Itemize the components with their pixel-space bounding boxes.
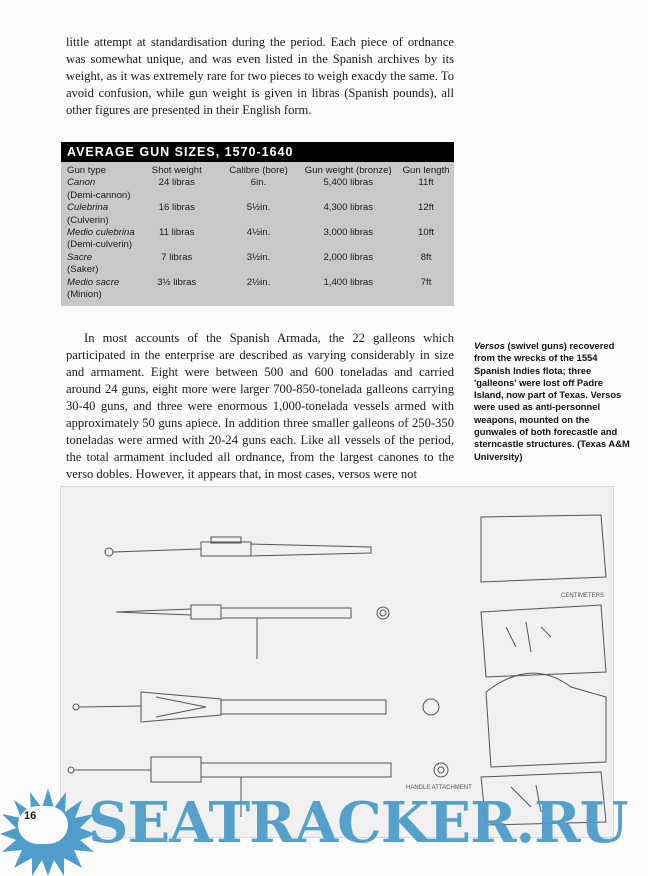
versos-illustration [60, 486, 614, 838]
table-row-english [67, 264, 454, 276]
gun-length-cell [398, 177, 454, 189]
english-name: (Demi-cannon) [67, 189, 131, 201]
gun-weight: 3,000 libras [323, 227, 374, 239]
gun-weight-cell [298, 202, 398, 214]
calibre: 5½in. [246, 202, 271, 214]
shot-weight-cell [135, 252, 219, 264]
caption-italic: Versos [474, 340, 505, 351]
col-header: Gun length [402, 165, 450, 176]
english-name: (Demi-culverin) [67, 239, 133, 251]
shot-weight: 7 libras [161, 251, 193, 263]
gun-type-cell [67, 202, 135, 214]
calibre: 3½in. [246, 251, 271, 263]
shot-weight-cell [135, 277, 219, 289]
verso-fragments-drawing [481, 515, 606, 825]
gun-weight: 2,000 libras [323, 251, 374, 263]
body-paragraph-1: little attempt at standardisation during the period. Each piece of ordnance was somewhat unique, and was even listed in the Spanish archives by its weight, as it was extremely rare for two pieces to weigh exacdy the same. To avoid confusion, while gun weight is given in libras (Spanish pounds), all other figures are presented in their English form. [66, 35, 454, 117]
shot-weight: 11 libras [158, 227, 195, 239]
gun-type: Sacre [67, 251, 93, 263]
gun-length: 8ft [420, 251, 432, 263]
swivel-gun-drawing-3 [73, 692, 439, 722]
table-header-row [67, 165, 454, 177]
table-title: AVERAGE GUN SIZES, 1570-1640 [61, 142, 454, 162]
table-row [67, 177, 454, 189]
gun-length-cell [398, 227, 454, 239]
table-row [67, 227, 454, 239]
gun-type: Culebrina [67, 202, 109, 214]
table-row-english [67, 190, 454, 202]
figure-caption [474, 340, 634, 463]
swivel-gun-drawing-1 [105, 537, 371, 556]
calibre-cell [219, 227, 299, 239]
col-header: Shot weight [151, 165, 202, 176]
gun-weight-cell [298, 252, 398, 264]
gun-type-cell [67, 277, 135, 289]
table-row [67, 252, 454, 264]
swivel-gun-drawing-2 [116, 605, 389, 659]
english-name: (Minion) [67, 289, 102, 301]
calibre: 4½in. [246, 227, 271, 239]
table-row [67, 277, 454, 289]
shot-weight-cell [135, 227, 219, 239]
gun-type-cell [67, 227, 135, 239]
calibre-cell [219, 277, 299, 289]
english-name: (Saker) [67, 264, 99, 276]
body-paragraph-2: In most accounts of the Spanish Armada, the 22 galleons which participated in the enterprise are described as varying considerably in size and armament. Eight were between 500 and 600 toneladas and carried around 24 guns, eight more were larger 700-850-tonelada galleons carrying 30-40 guns, and three were enormous 1,000-tonelada vessels armed with approximately 50 guns apiece. In addition three smaller galleons of 250-350 toneladas were armed with 20-24 guns each. Like all vessels of the period, the total armament included all ordnance, from the largest canones to the verso dobles. However, it appears that, in most cases, versos were not [66, 331, 454, 481]
col-header: Gun type [67, 165, 106, 176]
table-row-english [67, 239, 454, 251]
gun-type: Medio culebrina [67, 227, 135, 239]
calibre-cell [219, 202, 299, 214]
page-number: 16 [24, 810, 37, 822]
shot-weight: 16 libras [158, 202, 195, 214]
sunburst-icon [0, 788, 96, 876]
col-header: Gun weight (bronze) [304, 165, 392, 176]
gun-type: Canon [67, 177, 96, 189]
gun-weight: 4,300 libras [323, 202, 374, 214]
handle-label: HANDLE ATTACHMENT [406, 785, 472, 791]
gun-weight: 5,400 libras [323, 177, 374, 189]
gun-weight-cell [298, 177, 398, 189]
gun-type-cell [67, 252, 135, 264]
scale-label: CENTIMETERS [561, 593, 605, 599]
table-row-english [67, 215, 454, 227]
shot-weight-cell [135, 177, 219, 189]
gun-length-cell [398, 202, 454, 214]
gun-type: Medio sacre [67, 276, 120, 288]
shot-weight: 24 libras [158, 177, 195, 189]
gun-type-cell [67, 177, 135, 189]
col-header: Calibre (bore) [229, 165, 288, 176]
calibre-cell [219, 177, 299, 189]
gun-length-cell [398, 277, 454, 289]
shot-weight-cell [135, 202, 219, 214]
gun-weight: 1,400 libras [323, 276, 374, 288]
gun-length: 7ft [420, 276, 432, 288]
gun-length: 11ft [418, 177, 434, 189]
gun-weight-cell [298, 277, 398, 289]
calibre: 2½in. [246, 276, 271, 288]
gun-length: 12ft [418, 202, 435, 214]
table-row [67, 202, 454, 214]
caption-text: (swivel guns) recovered from the wrecks of the 1554 Spanish Indies flota; three 'galleons' were lost off Padre Island, now part of Texas. Versos were used as anti-personnel weapons, mounted on the gunwales of both forecastle and sterncastle structures. (Texas A&M University) [474, 340, 630, 462]
gun-weight-cell [298, 227, 398, 239]
calibre-cell [219, 252, 299, 264]
gun-length: 10ft [418, 227, 435, 239]
calibre: 6in. [250, 177, 267, 189]
watermark: SEATRACKER.RU [88, 790, 628, 856]
gun-length-cell [398, 252, 454, 264]
gun-sizes-table [61, 142, 454, 306]
table-row-english [67, 289, 454, 301]
english-name: (Culverin) [67, 214, 109, 226]
shot-weight: 3½ libras [157, 276, 197, 288]
